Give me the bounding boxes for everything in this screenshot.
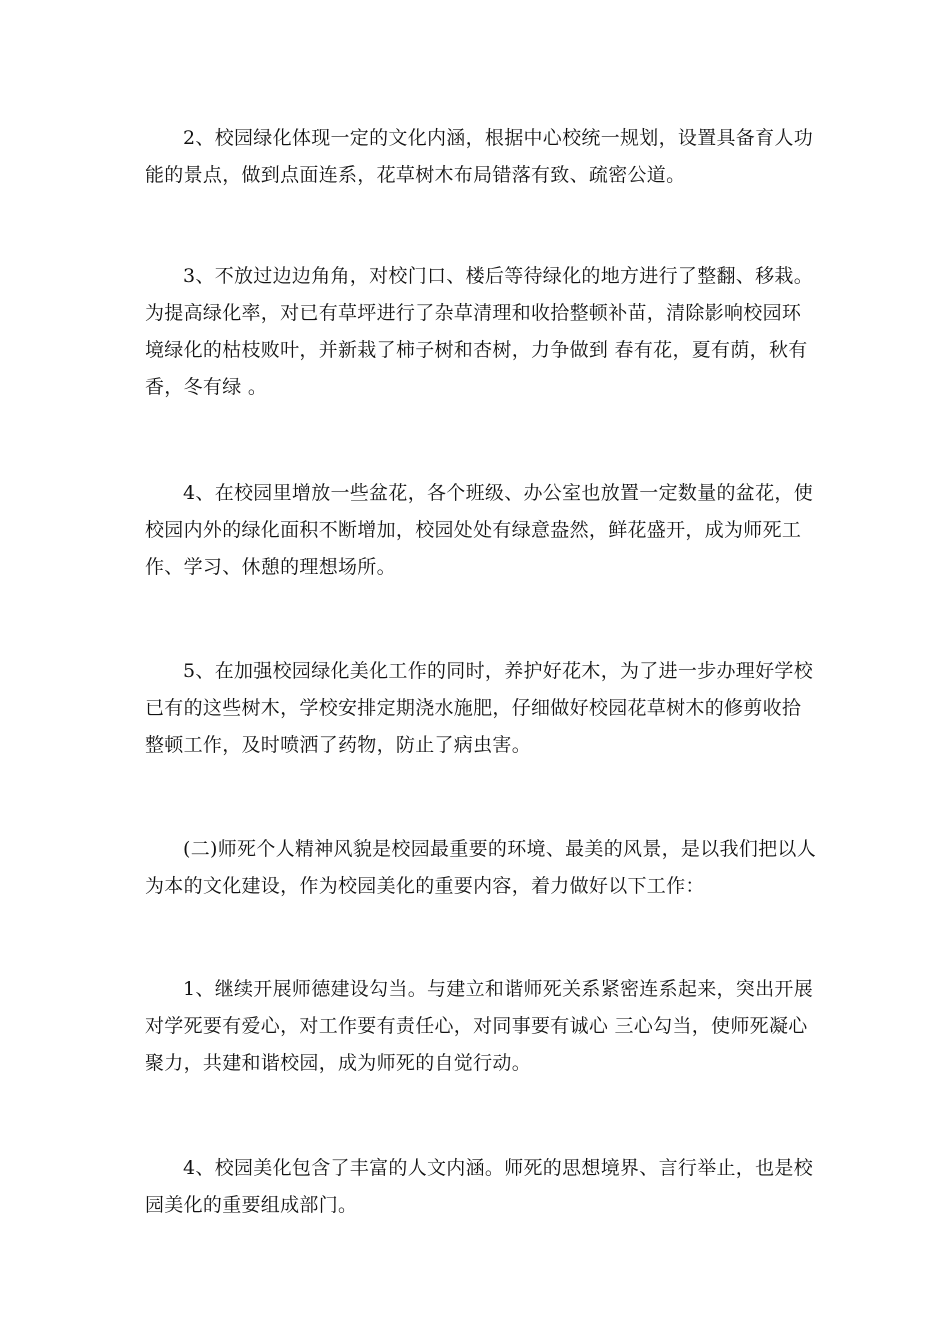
paragraph-section-two-intro [145, 831, 815, 905]
paragraph-line: 1、继续开展师德建设勾当。与建立和谐师死关系紧密连系起来，突出开展 [183, 978, 813, 1000]
paragraph-line: 4、在校园里增放一些盆花，各个班级、办公室也放置一定数量的盆花，使 [183, 482, 813, 504]
paragraph-line: 整顿工作，及时喷洒了药物，防止了病虫害。 [145, 734, 532, 756]
paragraph-humanistic-connotation [145, 1150, 815, 1224]
paragraph-line: 聚力，共建和谐校园，成为师死的自觉行动。 [145, 1052, 532, 1074]
paragraph-line: (二)师死个人精神风貌是校园最重要的环境、最美的风景，是以我们把以人 [183, 838, 817, 860]
paragraph-line: 香，冬有绿 。 [145, 376, 268, 398]
paragraph-line: 校园内外的绿化面积不断增加，校园处处有绿意盎然，鲜花盛开，成为师死工 [145, 519, 802, 541]
paragraph-line: 为本的文化建设，作为校园美化的重要内容，着力做好以下工作： [145, 875, 705, 897]
paragraph-corner-greening [145, 258, 815, 406]
paragraph-line: 对学死要有爱心，对工作要有责任心，对同事要有诚心 三心勾当，使师死凝心 [145, 1015, 808, 1037]
paragraph-line: 园美化的重要组成部门。 [145, 1194, 358, 1216]
paragraph-line: 境绿化的枯枝败叶，并新栽了柿子树和杏树，力争做到 春有花，夏有荫，秋有 [145, 339, 808, 361]
paragraph-line: 能的景点，做到点面连系，花草树木布局错落有致、疏密公道。 [145, 164, 686, 186]
paragraph-line: 4、校园美化包含了丰富的人文内涵。师死的思想境界、言行举止，也是校 [183, 1157, 813, 1179]
paragraph-line: 为提高绿化率，对已有草坪进行了杂草清理和收拾整顿补苗，清除影响校园环 [145, 302, 802, 324]
paragraph-line: 2、校园绿化体现一定的文化内涵，根据中心校统一规划，设置具备育人功 [183, 127, 813, 149]
paragraph-line: 3、不放过边边角角，对校门口、楼后等待绿化的地方进行了整翻、移栽。 [183, 265, 813, 287]
paragraph-potted-flowers [145, 475, 815, 586]
paragraph-tree-maintenance [145, 653, 815, 764]
paragraph-teacher-ethics [145, 971, 815, 1082]
paragraph-greening-culture [145, 120, 815, 194]
paragraph-line: 5、在加强校园绿化美化工作的同时，养护好花木，为了进一步办理好学校 [183, 660, 813, 682]
paragraph-line: 作、学习、休憩的理想场所。 [145, 556, 396, 578]
paragraph-line: 已有的这些树木，学校安排定期浇水施肥，仔细做好校园花草树木的修剪收拾 [145, 697, 802, 719]
